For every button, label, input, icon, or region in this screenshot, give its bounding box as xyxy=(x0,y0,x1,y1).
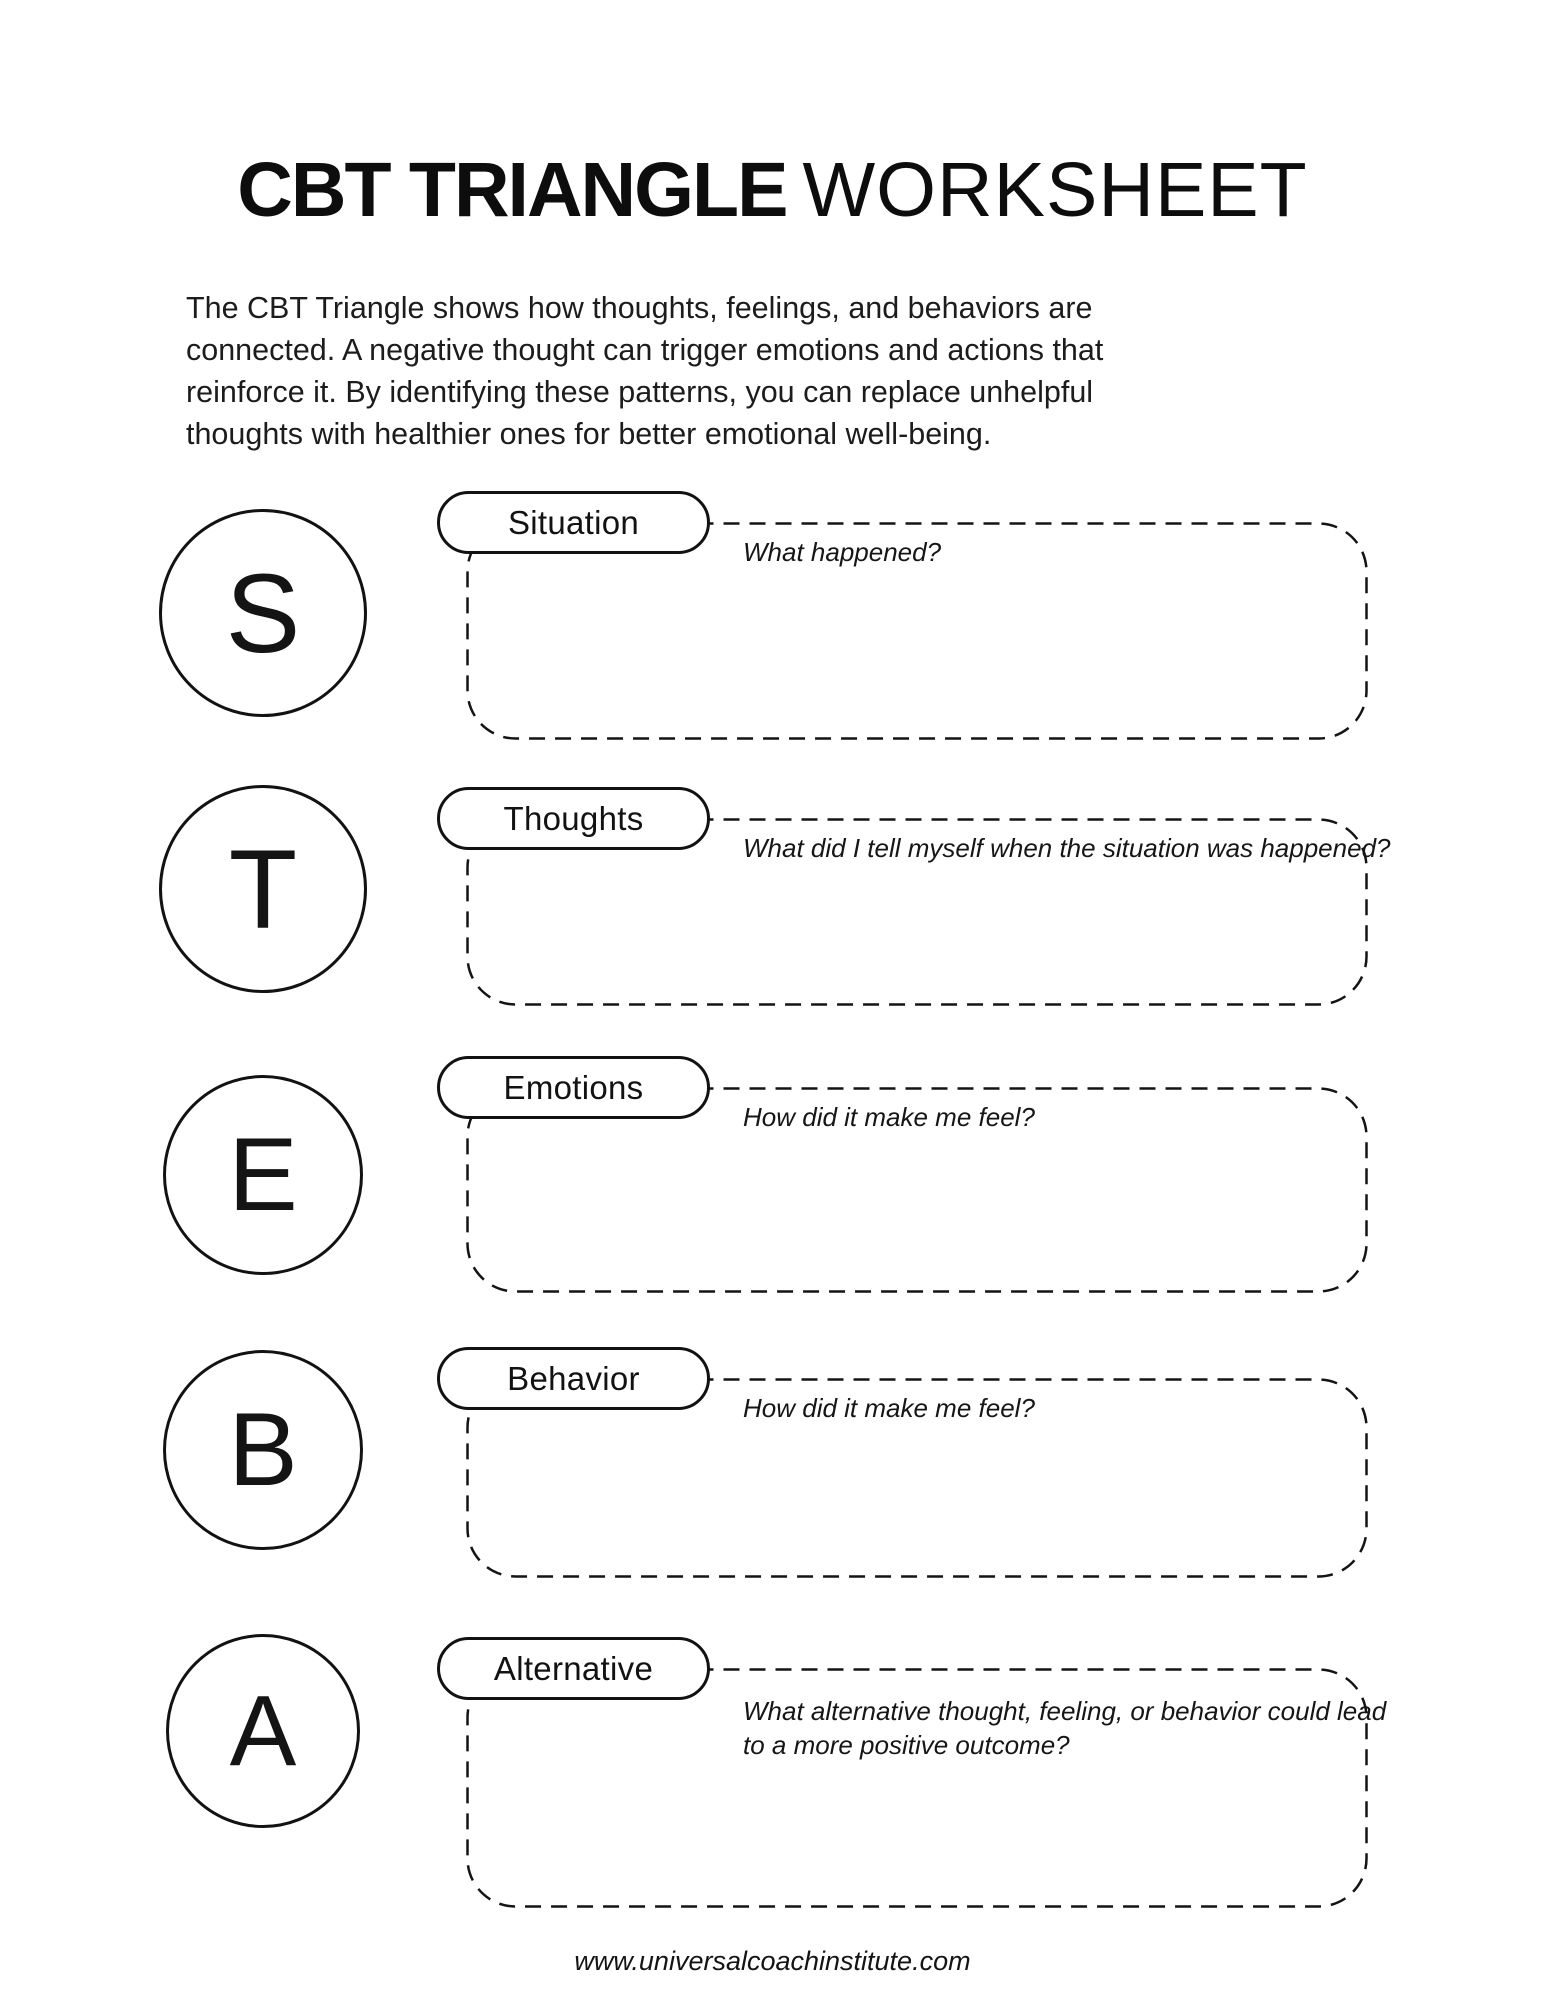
intro-line: reinforce it. By identifying these patterns, you can replace unhelpful xyxy=(186,375,1094,409)
section-label-emotions: Emotions xyxy=(437,1056,710,1119)
intro-line: The CBT Triangle shows how thoughts, feelings, and behaviors are xyxy=(186,291,1093,325)
letter-circle-thoughts xyxy=(159,785,367,993)
letter: B xyxy=(228,1391,298,1508)
letter: A xyxy=(229,1674,297,1787)
prompt-emotions: How did it make me feel? xyxy=(743,1102,1035,1132)
letter-circle-alternative xyxy=(166,1634,360,1828)
letter: S xyxy=(225,550,301,676)
response-box-alternative[interactable] xyxy=(466,1668,1387,1908)
page-title xyxy=(0,147,1545,233)
letter-circle-emotions xyxy=(163,1075,363,1275)
prompt-behavior: How did it make me feel? xyxy=(743,1393,1035,1423)
title-light-part: WORKSHEET xyxy=(802,147,1308,233)
section-label-behavior: Behavior xyxy=(437,1347,710,1410)
section-label-alternative: Alternative xyxy=(437,1637,710,1700)
prompt-alternative: What alternative thought, feeling, or behavior could lead to a more positive outcome? xyxy=(743,1696,1387,1760)
intro-line: thoughts with healthier ones for better emotional well-being. xyxy=(186,417,992,451)
prompt-situation: What happened? xyxy=(743,537,942,567)
letter: T xyxy=(228,826,298,952)
letter-circle-situation xyxy=(159,509,367,717)
section-label-situation: Situation xyxy=(437,491,710,554)
title-bold-part: CBT TRIANGLE xyxy=(237,147,787,233)
letter: E xyxy=(228,1116,298,1233)
response-box-situation[interactable] xyxy=(466,522,1368,740)
intro-line: connected. A negative thought can trigger emotions and actions that xyxy=(186,333,1104,367)
letter-circle-behavior xyxy=(163,1350,363,1550)
intro-paragraph xyxy=(186,287,1103,455)
section-label-thoughts: Thoughts xyxy=(437,787,710,850)
prompt-thoughts: What did I tell myself when the situation was happened? xyxy=(743,833,1391,863)
footer-url: www.universalcoachinstitute.com xyxy=(574,1946,971,1976)
